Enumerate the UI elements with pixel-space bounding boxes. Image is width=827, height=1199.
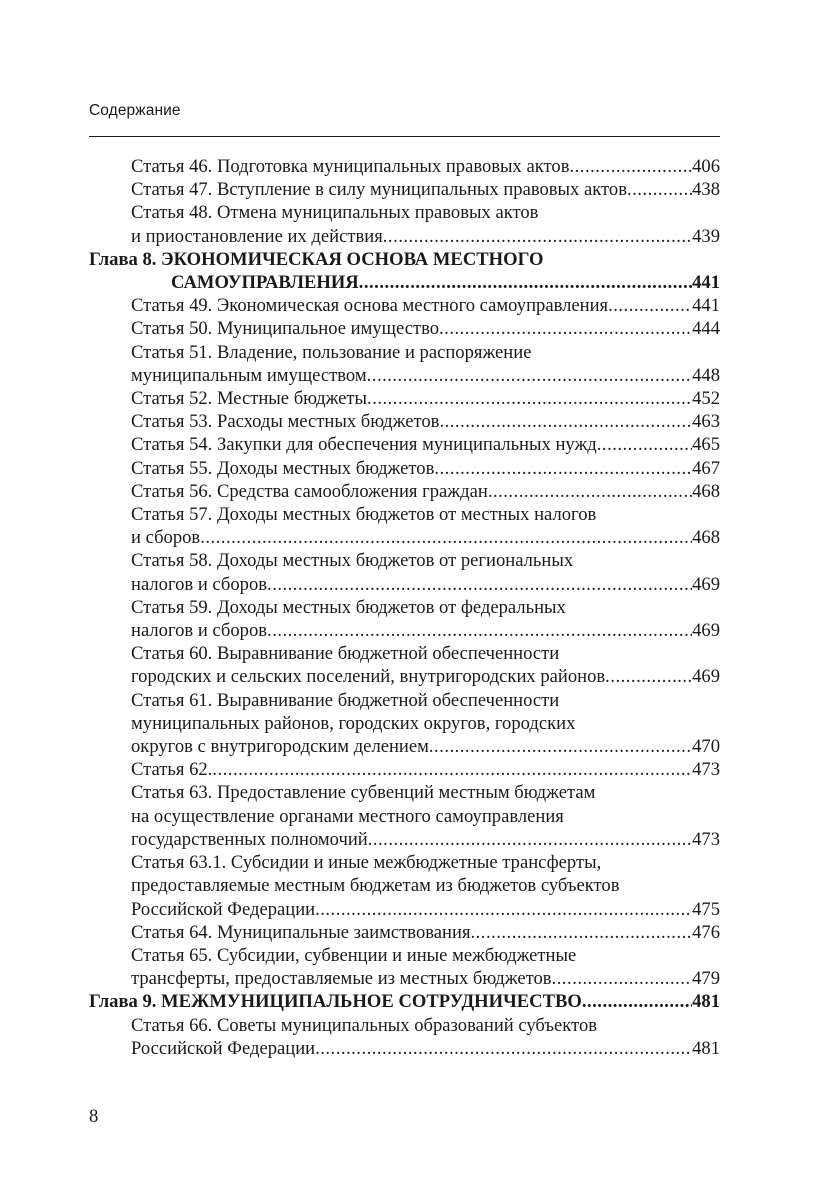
- toc-article-entry[interactable]: [89, 341, 720, 387]
- toc-entry-title-line: Статья 47. Вступление в силу муниципальных правовых актов: [131, 179, 627, 201]
- toc-entry-title-line: трансферты, предоставляемые из местных бюджетов: [131, 968, 552, 990]
- toc-entry-title-line: Статья 48. Отмена муниципальных правовых актов: [131, 202, 539, 224]
- toc-article-entry[interactable]: [89, 201, 720, 247]
- toc-article-entry[interactable]: [89, 944, 720, 990]
- toc-article-entry[interactable]: [89, 433, 720, 456]
- toc-page-number: 469: [692, 573, 720, 595]
- toc-entry-title-line: Статья 58. Доходы местных бюджетов от региональных: [131, 550, 574, 572]
- toc-page-number: 448: [692, 364, 720, 386]
- running-head: Содержание: [89, 102, 181, 119]
- toc-page-number: 468: [692, 527, 720, 549]
- toc-entry-title-line: Глава 8. ЭКОНОМИЧЕСКАЯ ОСНОВА МЕСТНОГО: [89, 248, 544, 270]
- toc-page-number: 441: [692, 295, 720, 317]
- toc-article-entry[interactable]: [89, 689, 720, 759]
- toc-entry-title-line: муниципальных районов, городских округов, городских: [131, 712, 576, 734]
- dot-leader: [439, 317, 692, 340]
- toc-entry-title-line: Российской Федерации: [131, 898, 316, 920]
- dot-leader: [200, 526, 692, 549]
- toc-entry-title-line: и сборов: [131, 527, 201, 549]
- dot-leader: [582, 990, 692, 1013]
- toc-entry-title-line: Статья 50. Муниципальное имущество: [131, 318, 440, 340]
- toc-page-number: 444: [692, 318, 720, 340]
- dot-leader: [315, 898, 692, 921]
- toc-page-number: 467: [692, 457, 720, 479]
- toc-article-entry[interactable]: [89, 178, 720, 201]
- toc-article-entry[interactable]: [89, 387, 720, 410]
- toc-entry-title-line: и приостановление их действия: [131, 225, 383, 247]
- toc-article-entry[interactable]: [89, 851, 720, 921]
- toc-entry-title-line: Статья 63. Предоставление субвенций местным бюджетам: [131, 782, 596, 804]
- toc-page-number: 475: [692, 898, 720, 920]
- toc-page-number: 470: [692, 736, 720, 758]
- toc-entry-title-line: Статья 54. Закупки для обеспечения муниципальных нужд: [131, 434, 597, 456]
- toc-entry-title-line: Глава 9. МЕЖМУНИЦИПАЛЬНОЕ СОТРУДНИЧЕСТВО: [89, 991, 582, 1013]
- toc-entry-title-line: городских и сельских поселений, внутригородских районов: [131, 666, 606, 688]
- toc-entry-title-line: налогов и сборов: [131, 573, 268, 595]
- toc-entry-title-line: Статья 63.1. Субсидии и иные межбюджетные трансферты,: [131, 852, 602, 874]
- toc-article-entry[interactable]: [89, 317, 720, 340]
- dot-leader: [552, 967, 693, 990]
- dot-leader: [605, 665, 692, 688]
- dot-leader: [627, 178, 692, 201]
- toc-page-number: 469: [692, 666, 720, 688]
- toc-entry-title-line: Статья 59. Доходы местных бюджетов от федеральных: [131, 596, 566, 618]
- dot-leader: [212, 758, 692, 781]
- toc-page-number: 439: [692, 225, 720, 247]
- toc-article-entry[interactable]: [89, 596, 720, 642]
- toc-entry-title-line: на осуществление органами местного самоуправления: [131, 805, 564, 827]
- toc-entry-title-line: Статья 64. Муниципальные заимствования: [131, 921, 471, 943]
- toc-entry-title-line: Статья 52. Местные бюджеты: [131, 388, 368, 410]
- toc-entry-title-line: Статья 62.: [131, 759, 213, 781]
- toc-chapter-entry[interactable]: [89, 990, 720, 1013]
- toc-entry-title-line: муниципальным имуществом: [131, 364, 367, 386]
- toc-article-entry[interactable]: [89, 549, 720, 595]
- dot-leader: [267, 619, 692, 642]
- toc-page-number: 481: [692, 991, 720, 1013]
- toc-chapter-entry[interactable]: [89, 248, 720, 294]
- dot-leader: [267, 573, 692, 596]
- toc-entry-title-line: Статья 60. Выравнивание бюджетной обеспеченности: [131, 643, 560, 665]
- toc-page-number: 473: [692, 759, 720, 781]
- toc-article-entry[interactable]: [89, 781, 720, 851]
- toc-entry-title-line: государственных полномочий: [131, 828, 368, 850]
- toc-entry-title-line: Статья 55. Доходы местных бюджетов: [131, 457, 435, 479]
- toc-page-number: 469: [692, 620, 720, 642]
- toc-entry-title-line: Российской Федерации: [131, 1037, 316, 1059]
- dot-leader: [434, 457, 692, 480]
- dot-leader: [439, 410, 692, 433]
- dot-leader: [471, 921, 693, 944]
- toc-entry-title-line: Статья 57. Доходы местных бюджетов от местных налогов: [131, 504, 597, 526]
- toc-page-number: 441: [692, 272, 720, 294]
- toc-article-entry[interactable]: [89, 294, 720, 317]
- toc-page-number: 481: [692, 1037, 720, 1059]
- toc-article-entry[interactable]: [89, 921, 720, 944]
- dot-leader: [597, 433, 692, 456]
- toc-entry-title-line: предоставляемые местным бюджетам из бюджетов субъектов: [131, 875, 620, 897]
- toc-article-entry[interactable]: [89, 1014, 720, 1060]
- toc-page-number: 468: [692, 480, 720, 502]
- toc-page-number: 465: [692, 434, 720, 456]
- dot-leader: [383, 225, 692, 248]
- dot-leader: [488, 480, 692, 503]
- toc-article-entry[interactable]: [89, 503, 720, 549]
- toc-page-number: 438: [692, 179, 720, 201]
- dot-leader: [570, 155, 693, 178]
- toc-article-entry[interactable]: [89, 758, 720, 781]
- toc-entry-title-line: Статья 46. Подготовка муниципальных правовых актов: [131, 156, 570, 177]
- toc-entry-title-line: округов с внутригородским делением: [131, 736, 429, 758]
- dot-leader: [315, 1037, 692, 1060]
- toc-entry-title-line: Статья 61. Выравнивание бюджетной обеспеченности: [131, 689, 560, 711]
- dot-leader: [367, 387, 692, 410]
- toc-entry-title-line: Статья 49. Экономическая основа местного самоуправления: [131, 295, 609, 317]
- dot-leader: [368, 828, 692, 851]
- toc-page-number: 476: [692, 921, 720, 943]
- toc-entry-title-line: Статья 66. Советы муниципальных образований субъектов: [131, 1014, 598, 1036]
- toc-entry-title-line: Статья 56. Средства самообложения граждан: [131, 480, 488, 502]
- toc-entry-title-line: Статья 51. Владение, пользование и распоряжение: [131, 341, 532, 363]
- toc-entry-title-line: Статья 65. Субсидии, субвенции и иные межбюджетные: [131, 944, 577, 966]
- toc-entry-title-line: САМОУПРАВЛЕНИЯ: [171, 272, 359, 294]
- dot-leader: [608, 294, 692, 317]
- toc-page-number: 452: [692, 388, 720, 410]
- header-rule: [89, 136, 720, 137]
- toc-article-entry[interactable]: [89, 480, 720, 503]
- toc-article-entry[interactable]: [89, 642, 720, 688]
- toc-page-number: 406: [692, 156, 720, 177]
- toc-entry-title-line: Статья 53. Расходы местных бюджетов: [131, 411, 440, 433]
- toc-page-number: 463: [692, 411, 720, 433]
- toc-article-entry[interactable]: [89, 457, 720, 480]
- dot-leader: [367, 364, 692, 387]
- dot-leader: [429, 735, 692, 758]
- table-of-contents: [89, 155, 720, 1060]
- dot-leader: [359, 271, 692, 294]
- toc-page-number: 473: [692, 828, 720, 850]
- toc-page-number: 479: [692, 968, 720, 990]
- page-number: 8: [89, 1106, 99, 1127]
- toc-entry-title-line: налогов и сборов: [131, 620, 268, 642]
- toc-article-entry[interactable]: [89, 155, 720, 178]
- toc-article-entry[interactable]: [89, 410, 720, 433]
